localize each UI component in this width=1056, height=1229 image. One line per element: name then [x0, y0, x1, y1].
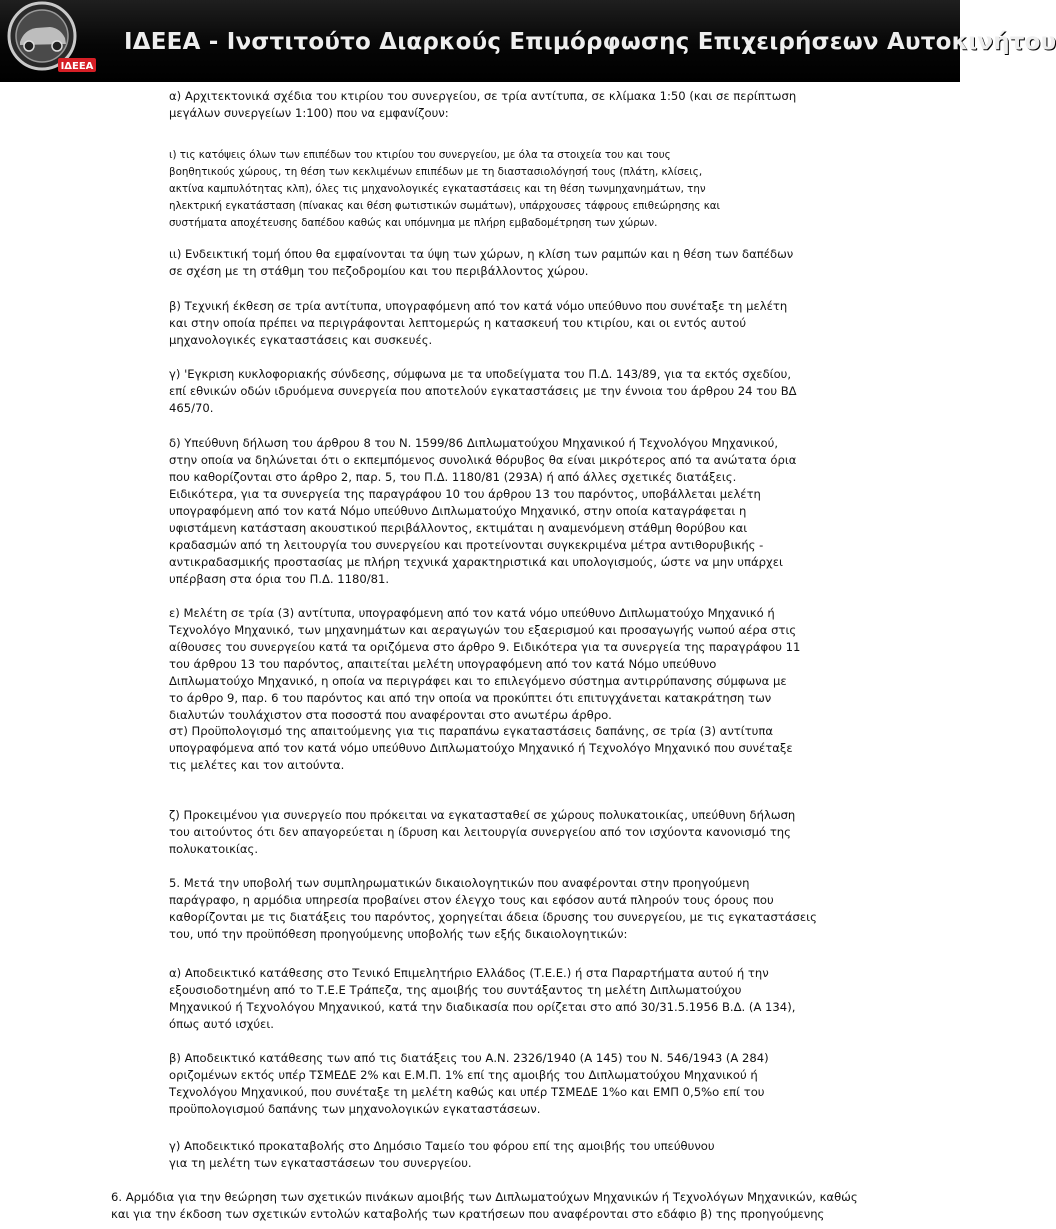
paragraph-line: ακτίνα καμπυλότητας κλπ), όλες τις μηχανολογικές εγκαταστάσεις και τη θέση τωνμηχανημάτων, την [169, 183, 706, 195]
paragraph-line: μηχανολογικές εγκαταστάσεις και συσκευές. [169, 333, 433, 347]
paragraph-line: οριζομένων εκτός υπέρ ΤΣΜΕΔΕ 2% και Ε.Μ.Π. 1% επί της αμοιβής του Διπλωματούχου Μηχανικού ή [169, 1068, 758, 1082]
paragraph-line: ε) Μελέτη σε τρία (3) αντίτυπα, υπογραφόμενη από τον κατά νόμο υπεύθυνο Διπλωματούχο Μηχανικό ή [169, 606, 775, 620]
paragraph [169, 147, 789, 232]
svg-text:ΙΔΕΕΑ: ΙΔΕΕΑ [60, 61, 94, 72]
paragraph-line: του, υπό την προϋπόθεση προηγούμενης υποβολής των εξής δικαιολογητικών: [169, 927, 628, 941]
paragraph [169, 965, 796, 1033]
paragraph [169, 875, 817, 943]
paragraph-line: δ) Υπεύθυνη δήλωση του άρθρου 8 του Ν. 1599/86 Διπλωματούχου Μηχανικού ή Τεχνολόγου Μηχανικού, [169, 436, 779, 450]
paragraph-line: παράγραφο, η αρμόδια υπηρεσία προβαίνει στον έλεγχο τους και εφόσον αυτά πληρούν τους όρους που [169, 893, 774, 907]
paragraph-line: επί εθνικών οδών ιδρυόμενα συνεργεία που αποτελούν εγκαταστάσεις με την έννοια του άρθρου 24 του ΒΔ [169, 384, 797, 398]
paragraph-line: και στην οποία πρέπει να περιγράφονται λεπτομερώς η κατασκευή του κτιρίου, και οι εντός αυτού [169, 316, 747, 330]
paragraph-line: όπως αυτό ισχύει. [169, 1017, 274, 1031]
paragraph-line: αντικραδασμικής προστασίας με πλήρη τεχνικά χαρακτηριστικά και υπολογισμούς, ώστε να μην υπάρχει [169, 555, 783, 569]
paragraph [169, 1138, 789, 1172]
paragraph-line: βοηθητικούς χώρους, τη θέση των κεκλιμένων επιπέδων με τη διαστασιολόγησή τους (πλάτη, κλίσεις, [169, 166, 703, 178]
paragraph [169, 88, 797, 122]
paragraph-line: β) Αποδεικτικό κατάθεσης των από τις διατάξεις του Α.Ν. 2326/1940 (Α 145) του Ν. 546/1943 (Α 284) [169, 1051, 769, 1065]
paragraph-line: διαλυτών τουλάχιστον στα ποσοστά που αναφέρονται στο ανωτέρω άρθρο. [169, 708, 612, 722]
paragraph-line: 5. Μετά την υποβολή των συμπληρωματικών δικαιολογητικών που αναφέρονται στην προηγούμενη [169, 876, 750, 890]
paragraph-line: υπέρβαση στα όρια του Π.Δ. 1180/81. [169, 572, 390, 586]
paragraph-line: που καθορίζονται στο άρθρο 2, παρ. 5, του Π.Δ. 1180/81 (293Α) ή από άλλες σχετικές διατάξεις. [169, 470, 737, 484]
paragraph-line: τις μελέτες και τον αιτούντα. [169, 758, 345, 772]
paragraph-line: ηλεκτρική εγκατάσταση (πίνακας και θέση φωτιστικών σωμάτων), υπάρχουσες τάφρους επιθεώρησης και [169, 200, 721, 212]
paragraph-line: β) Τεχνική έκθεση σε τρία αντίτυπα, υπογραφόμενη από τον κατά νόμο υπεύθυνο που συνέταξε τη μελέτη [169, 299, 788, 313]
paragraph-line: στ) Προϋπολογισμό της απαιτούμενης για τις παραπάνω εγκαταστάσεις δαπάνης, σε τρία (3) αντίτυπα [169, 724, 774, 738]
paragraph-line: κραδασμών από τη λειτουργία του συνεργείου και προτείνονται συγκεκριμένα μέτρα αντιθορυβικής - [169, 538, 764, 552]
paragraph [169, 246, 794, 280]
paragraph-line: και για την έκδοση των σχετικών εντολών καταβολής των κρατήσεων που αναφέρονται στο εδάφιο β) της προηγούμενης [111, 1207, 825, 1221]
paragraph-line: μεγάλων συνεργείων 1:100) που να εμφανίζουν: [169, 106, 449, 120]
paragraph-line: του άρθρου 13 του παρόντος, απαιτείται μελέτη υπογραφόμενη από τον κατά Νόμο υπεύθυνο [169, 657, 717, 671]
paragraph-line: Τεχνολόγου Μηχανικού, που συνέταξε τη μελέτη καθώς και υπέρ ΤΣΜΕΔΕ 1%ο και ΕΜΠ 0,5%ο επί του [169, 1085, 765, 1099]
paragraph-line: 465/70. [169, 401, 214, 415]
paragraph-line: αίθουσες του συνεργείου κατά τα οριζόμενα στο άρθρο 9. Ειδικότερα για τα συνεργεία της παραγράφου 11 [169, 640, 801, 654]
paragraph-line: ιι) Ενδεικτική τομή όπου θα εμφαίνονται τα ύψη των χώρων, η κλίση των ραμπών και η θέση των δαπέδων [169, 247, 794, 261]
paragraph [169, 807, 796, 858]
paragraph-line: Ειδικότερα, για τα συνεργεία της παραγράφου 10 του άρθρου 13 του παρόντος, υποβάλλεται μελέτη [169, 487, 761, 501]
paragraph-line: ι) τις κατόψεις όλων των επιπέδων του κτιρίου του συνεργείου, με όλα τα στοιχεία του και τους [169, 149, 671, 161]
paragraph-line: γ) Αποδεικτικό προκαταβολής στο Δημόσιο Ταμείο του φόρου επί της αμοιβής του υπεύθυνου [169, 1139, 715, 1153]
paragraph [169, 435, 797, 588]
paragraph-line: για τη μελέτη των εγκαταστάσεων του συνεργείου. [169, 1156, 472, 1170]
paragraph [169, 723, 793, 774]
paragraph-line: α) Αρχιτεκτονικά σχέδια του κτιρίου του συνεργείου, σε τρία αντίτυπα, σε κλίμακα 1:50 (και σε περίπτωση [169, 89, 797, 103]
paragraph-line: σε σχέση με τη στάθμη του πεζοδρομίου και του περιβάλλοντος χώρου. [169, 264, 589, 278]
paragraph [111, 1189, 858, 1223]
paragraph-line: καθορίζονται με τις διατάξεις του παρόντος, χορηγείται άδεια ίδρυσης του συνεργείου, με τις εγκαταστάσεις [169, 910, 817, 924]
paragraph-line: του αιτούντος ότι δεν απαγορεύεται η ίδρυση και λειτουργία συνεργείου από τον ισχύοντα κανονισμό της [169, 825, 791, 839]
paragraph-line: υφιστάμενη κατάσταση ακουστικού περιβάλλοντος, εκτιμάται η αναμενόμενη στάθμη θορύβου και [169, 521, 748, 535]
paragraph-line: το άρθρο 9, παρ. 6 του παρόντος και από την οποία να προκύπτει ότι επιτυγχάνεται κατακράτηση των [169, 691, 772, 705]
paragraph-line: Διπλωματούχο Μηχανικό, η οποία να περιγράφει και το επιλεγόμενο σύστημα αντιρρύπανσης σύμφωνα με [169, 674, 787, 688]
paragraph-line: συστήματα αποχέτευσης δαπέδου καθώς και υπόμνημα με πλήρη εμβαδομέτρηση των χώρων. [169, 217, 658, 229]
page-title: ΙΔΕΕΑ - Ινστιτούτο Διαρκούς Επιμόρφωσης Επιχειρήσεων Αυτοκινήτου [124, 29, 1056, 55]
paragraph [169, 605, 801, 724]
paragraph-line: α) Αποδεικτικό κατάθεσης στο Τενικό Επιμελητήριο Ελλάδος (Τ.Ε.Ε.) ή στα Παραρτήματα αυτού ή την [169, 966, 769, 980]
paragraph-line: στην οποία να δηλώνεται ότι ο εκπεμπόμενος συνολικά θόρυβος θα είναι μικρότερος από τα ανώτατα όρια [169, 453, 797, 467]
paragraph-line: 6. Αρμόδια για την θεώρηση των σχετικών πινάκων αμοιβής των Διπλωματούχων Μηχανικών ή Τεχνολόγων Μηχανικών, καθώς [111, 1190, 858, 1204]
paragraph-line: εξουσιοδοτημένη από το Τ.Ε.Ε Τράπεζα, της αμοιβής του συντάξαντος τη μελέτη Διπλωματούχου [169, 983, 742, 997]
paragraph-line: ζ) Προκειμένου για συνεργείο που πρόκειται να εγκατασταθεί σε χώρους πολυκατοικίας, υπεύθυνη δήλωση [169, 808, 796, 822]
paragraph-line: γ) 'Εγκριση κυκλοφοριακής σύνδεσης, σύμφωνα με τα υποδείγματα του Π.Δ. 143/89, για τα εκτός σχεδίου, [169, 367, 792, 381]
paragraph-line: υπογραφόμενα από τον κατά νόμο υπεύθυνο Διπλωματούχο Μηχανικό ή Τεχνολόγο Μηχανικό που συνέταξε [169, 741, 793, 755]
paragraph-line: προϋπολογισμού δαπάνης των μηχανολογικών εγκαταστάσεων. [169, 1102, 541, 1116]
paragraph-line: υπογραφόμενη από τον κατά Νόμο υπεύθυνο Διπλωματούχο Μηχανικό, στην οποία καταγράφεται η [169, 504, 747, 518]
paragraph [169, 298, 789, 349]
paragraph-line: πολυκατοικίας. [169, 842, 259, 856]
paragraph [169, 366, 797, 417]
paragraph [169, 1050, 789, 1118]
paragraph-line: Τεχνολόγο Μηχανικό, των μηχανημάτων και αεραγωγών του εξαερισμού και προσαγωγής νωπού αέρα στις [169, 623, 797, 637]
paragraph-line: Μηχανικού ή Τεχνολόγου Μηχανικού, κατά την διαδικασία που ορίζεται στο από 30/31.5.1956 Β.Δ. (Α 134), [169, 1000, 796, 1014]
